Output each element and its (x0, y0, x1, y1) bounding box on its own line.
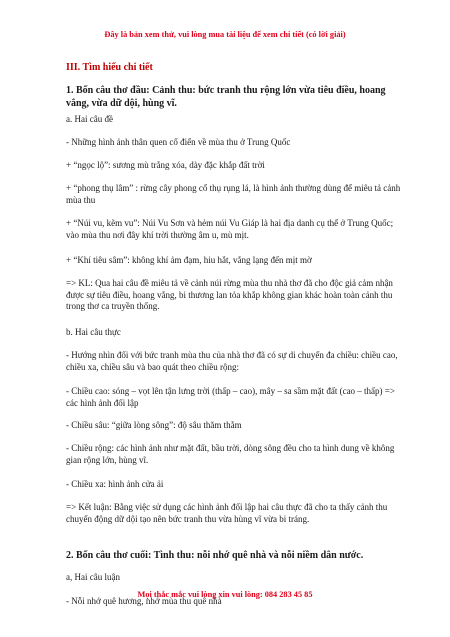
paragraph: + “ngọc lộ”: sương mù trắng xóa, dày đặc khắp đất trời (66, 160, 265, 170)
subheading-1: 1. Bốn câu thơ đầu: Cảnh thu: bức tranh thu rộng lớn vừa tiêu điều, hoang vắng, vừa dữ dội, hùng vĩ. (66, 85, 386, 109)
paragraph: b. Hai câu thực (66, 327, 121, 337)
paragraph: - Những hình ảnh thân quen cổ điển về mùa thu ở Trung Quốc (66, 137, 291, 147)
paragraph: - Chiều xa: hình ảnh cửa ải (66, 479, 164, 489)
paragraph: - Chiều sâu: “giữa lòng sông”: độ sâu thăm thẳm (66, 420, 242, 430)
paragraph: + “Khí tiêu sâm”: không khí ảm đạm, hiu hắt, vắng lạng đến mịt mờ (66, 255, 312, 265)
paragraph: a, Hai câu luận (66, 572, 120, 582)
paragraph: - Hướng nhìn đối với bức tranh mùa thu của nhà thơ đã có sự di chuyển đa chiều: chiều cao, chiều xa, chiều sâu và bao quát theo chiều rộng: (66, 350, 398, 372)
paragraph: + “Núi vu, kẽm vu”: Núi Vu Sơn và hẻm núi Vu Giáp là hai địa danh cụ thể ở Trung Quốc; vào mùa thu nơi đây khí trời thường âm u, mù mịt. (66, 218, 394, 240)
paragraph: a. Hai câu đề (66, 114, 113, 124)
paragraph: - Nỗi nhớ quê hương, nhớ mùa thu quê nhà (66, 596, 222, 606)
paragraph: => Kết luận: Bằng việc sử dụng các hình ảnh đối lập hai câu thực đã cho ta thấy cảnh thu chuyển động dữ dội tạo nên bức tranh thu vừa hùng vĩ vừa bi tráng. (66, 502, 388, 524)
paragraph: - Chiều cao: sóng – vọt lên tận lưng trời (thấp – cao), mây – sa sầm mặt đất (cao – thấp) => các hình ảnh đối lập (66, 386, 395, 408)
paragraph: - Chiều rộng: các hình ảnh như mặt đất, bầu trời, dòng sông đều cho ta hình dung về không gian rộng lớn, hùng vĩ. (66, 443, 395, 465)
paragraph: + “phong thụ lâm” : rừng cây phong cổ thụ rụng lá, là hình ảnh thường dùng để miêu tả cảnh mùa thu (66, 183, 401, 205)
subheading-2: 2. Bốn câu thơ cuối: Tình thu: nỗi nhớ quê nhà và nỗi niềm dân nước. (66, 550, 364, 561)
preview-notice-banner: Đây là bản xem thử, vui lòng mua tài liệu để xem chi tiết (có lời giải) (104, 30, 346, 39)
contact-banner: Mọi thắc mắc vui lòng xin vui lòng: 084 283 45 85 (137, 590, 313, 599)
section-heading: III. Tìm hiểu chi tiết (66, 62, 153, 73)
paragraph: => KL: Qua hai câu đề miêu tả về cảnh núi rừng mùa thu nhà thơ đã cho độc giả cảm nhận được sự tiêu điều, hoang vắng, bi thương lan tỏa khắp không gian khác hoàn toàn cảnh thu trong thơ ca truyền thống. (66, 278, 393, 311)
